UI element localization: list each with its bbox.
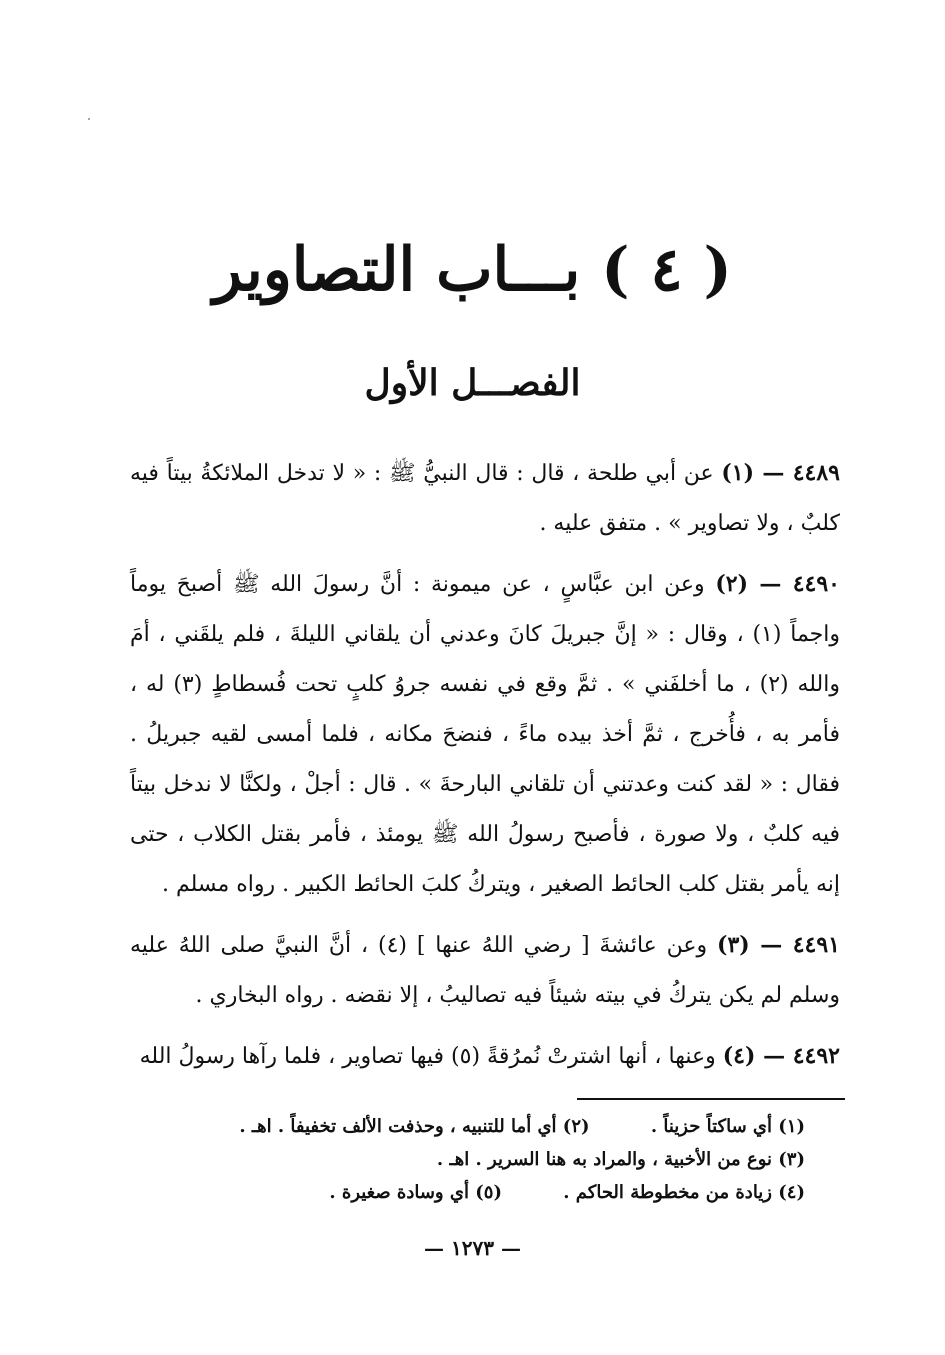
footnotes — [140, 1110, 805, 1209]
chapter-title: ( ٤ ) بـــاب التصاوير — [213, 235, 732, 305]
hadith-text: وعنها ، أنها اشترتْ نُمرُقةً (٥) فيها تصاوير ، فلما رآها رسولُ الله — [139, 1044, 716, 1069]
hadith-text: وعن عائشةَ [ رضي اللهُ عنها ] (٤) ، أنَّ النبيَّ صلى اللهُ عليه وسلم لم يكن يتركُ في بيته شيئاً فيه تصاليبُ ، إلا نقضه . رواه البخاري . — [130, 933, 840, 1008]
hadith-text: عن أبي طلحة ، قال : قال النبيُّ ﷺ : « لا تدخل الملائكةُ بيتاً فيه كلبٌ ، ولا تصاوير » . متفق عليه . — [130, 461, 840, 536]
footnote-separator — [577, 1098, 845, 1100]
footnote-2: (٢) أي أما للتنبيه ، وحذفت الألف تخفيفاً . اهـ . — [239, 1116, 590, 1137]
hadith-text: وعن ابن عبَّاسٍ ، عن ميمونة : أنَّ رسولَ الله ﷺ أصبحَ يوماً واجماً (١) ، وقال : « إنَّ جبريلَ كانَ وعدني أن يلقاني الليلةَ ، فلم يلقَني ، أمَ والله (٢) ، ما أخلفَني » . ثمَّ وقع في نفسه جروُ كلبٍ تحت فُسطاطٍ (٣) له ، فأمر به ، فأُخرج ، ثمَّ أخذ بيده ماءً ، فنضحَ مكانه ، فلما أمسى لقيه جبريلُ . فقال : « لقد كنت وعدتني أن تلقاني البارحةَ » . قال : أجلْ ، ولكنَّا لا ندخل بيتاً فيه كلبٌ ، ولا صورة ، فأصبح رسولُ الله ﷺ يومئذ ، فأمر بقتل الكلاب ، حتى إنه يأمر بقتل كلب الحائط الصغير ، ويتركُ كلبَ الحائط الكبير . رواه مسلم . — [130, 572, 840, 897]
hadith-number: ٤٤٩٠ — (٢) — [715, 571, 840, 597]
footnote-4: (٤) زيادة من مخطوطة الحاكم . — [563, 1182, 805, 1203]
footnote-line — [140, 1110, 805, 1143]
footnote-1: (١) أي ساكتاً حزيناً . — [650, 1116, 805, 1137]
hadith-number: ٤٤٩٢ — (٤) — [722, 1043, 840, 1069]
scan-speck — [88, 118, 90, 120]
hadith-4489 — [130, 448, 840, 549]
hadith-4490 — [130, 559, 840, 910]
hadith-number: ٤٤٨٩ — (١) — [721, 460, 840, 486]
hadith-4492 — [130, 1031, 840, 1082]
hadith-body — [130, 448, 840, 1092]
footnote-line — [140, 1176, 805, 1209]
footnote-line — [140, 1143, 805, 1176]
footnote-3: (٣) نوع من الأخبية ، والمراد به هنا السرير . اهـ . — [436, 1149, 805, 1170]
hadith-4491 — [130, 920, 840, 1021]
section-title: الفصـــل الأول — [364, 362, 581, 404]
page-number: — ١٢٧٣ — — [424, 1236, 521, 1260]
hadith-number: ٤٤٩١ — (٣) — [717, 932, 840, 958]
footnote-5: (٥) أي وسادة صغيرة . — [329, 1182, 502, 1203]
